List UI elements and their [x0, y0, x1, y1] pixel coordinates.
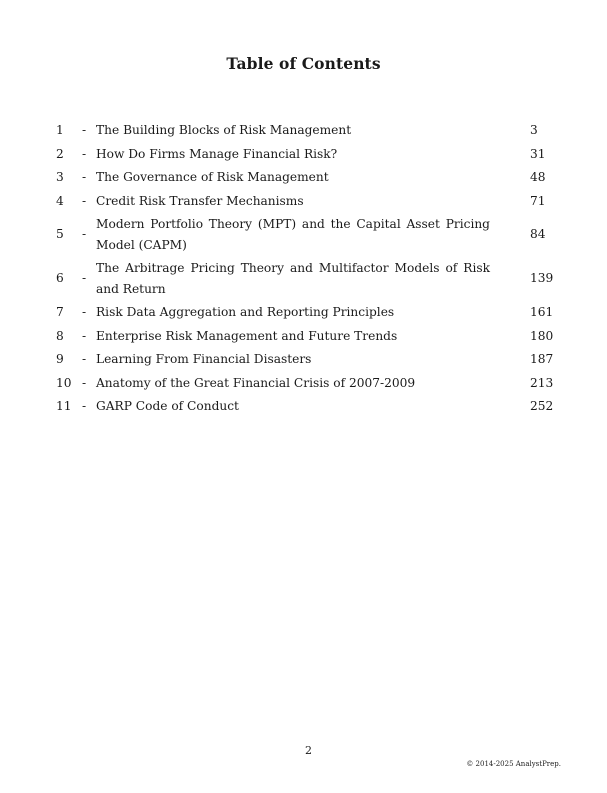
toc-entry-page: 187	[530, 352, 554, 366]
toc-entry-separator: -	[82, 170, 87, 184]
table-of-contents	[56, 120, 566, 420]
toc-entry-number: 7	[56, 305, 64, 319]
toc-entry-number: 5	[56, 227, 64, 242]
toc-entry-separator: -	[82, 375, 87, 390]
toc-entry-6[interactable]	[56, 258, 566, 299]
toc-entry-page: 71	[530, 193, 546, 208]
toc-entry-1[interactable]	[56, 120, 566, 141]
toc-entry-10[interactable]	[56, 373, 566, 394]
toc-entry-page: 48	[530, 170, 546, 184]
toc-entry-title: Risk Data Aggregation and Reporting Principles	[96, 305, 395, 319]
toc-entry-number: 1	[56, 123, 64, 137]
toc-entry-separator: -	[82, 227, 87, 242]
toc-entry-separator: -	[82, 352, 87, 366]
toc-entry-11[interactable]	[56, 396, 566, 417]
toc-entry-title: Credit Risk Transfer Mechanisms	[96, 193, 304, 208]
toc-entry-separator: -	[82, 146, 87, 161]
toc-entry-5[interactable]	[56, 214, 566, 255]
toc-entry-page: 84	[530, 227, 546, 242]
page-title: Table of Contents	[226, 54, 381, 73]
toc-entry-3[interactable]	[56, 167, 566, 188]
toc-entry-title: The Arbitrage Pricing Theory and Multifactor Models of Risk and Return	[96, 261, 490, 296]
copyright-notice: © 2014-2025 AnalystPrep.	[466, 760, 561, 768]
toc-entry-page: 180	[530, 328, 554, 343]
toc-entry-page: 3	[530, 123, 538, 137]
toc-entry-title: The Governance of Risk Management	[96, 170, 329, 184]
toc-entry-number: 3	[56, 170, 64, 184]
toc-entry-title: Enterprise Risk Management and Future Trends	[96, 328, 398, 343]
toc-entry-number: 11	[56, 399, 72, 413]
toc-entry-page: 213	[530, 375, 554, 390]
toc-entry-number: 6	[56, 271, 64, 286]
toc-entry-7[interactable]	[56, 302, 566, 323]
page-number: 2	[305, 744, 312, 757]
toc-entry-page: 31	[530, 146, 546, 161]
toc-entry-separator: -	[82, 193, 87, 208]
toc-entry-title: Anatomy of the Great Financial Crisis of 2007-2009	[96, 375, 416, 390]
toc-entry-number: 2	[56, 146, 64, 161]
toc-entry-number: 9	[56, 352, 64, 366]
toc-entry-number: 4	[56, 193, 64, 208]
toc-entry-page: 139	[530, 271, 554, 286]
toc-entry-9[interactable]	[56, 349, 566, 370]
toc-entry-page: 161	[530, 305, 554, 319]
toc-entry-separator: -	[82, 328, 87, 343]
toc-entry-4[interactable]	[56, 191, 566, 212]
toc-entry-title: Modern Portfolio Theory (MPT) and the Capital Asset Pricing Model (CAPM)	[96, 217, 490, 252]
toc-entry-number: 10	[56, 375, 72, 390]
toc-entry-title: The Building Blocks of Risk Management	[96, 123, 352, 137]
toc-entry-title: Learning From Financial Disasters	[96, 352, 312, 366]
toc-entry-separator: -	[82, 123, 87, 137]
toc-entry-separator: -	[82, 305, 87, 319]
toc-entry-2[interactable]	[56, 144, 566, 165]
toc-entry-separator: -	[82, 271, 87, 286]
toc-entry-page: 252	[530, 399, 554, 413]
toc-entry-separator: -	[82, 399, 87, 413]
toc-entry-8[interactable]	[56, 326, 566, 347]
toc-entry-title: How Do Firms Manage Financial Risk?	[96, 146, 338, 161]
toc-entry-title: GARP Code of Conduct	[96, 399, 239, 413]
toc-entry-number: 8	[56, 328, 64, 343]
